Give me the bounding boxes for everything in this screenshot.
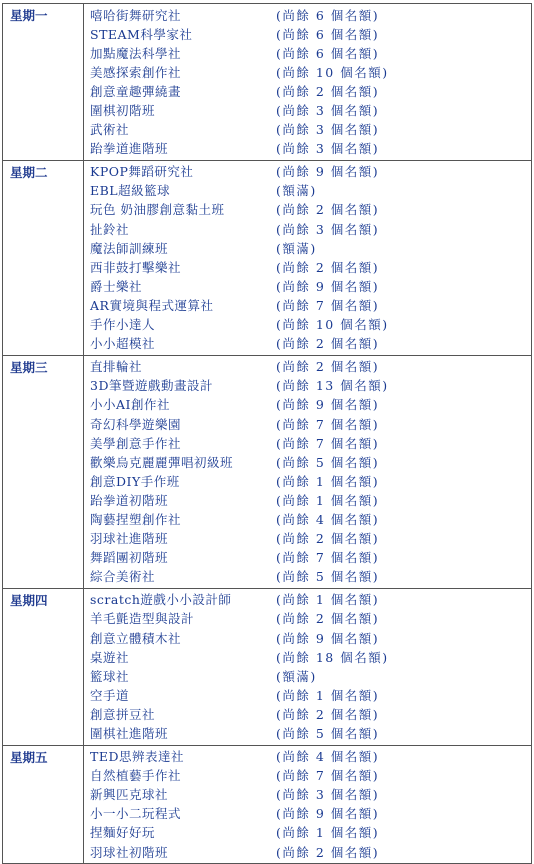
club-list [84,160,532,355]
club-status: (尚餘 4 個名額) [276,511,380,527]
club-status: (尚餘 3 個名額) [276,787,380,803]
club-row [90,257,531,276]
day-row [3,588,532,745]
club-name: STEAM科學家社 [90,26,193,42]
club-row [90,334,531,353]
club-row [90,471,531,490]
club-status: (尚餘 1 個名額) [276,492,380,508]
club-status: (尚餘 2 個名額) [276,706,380,722]
club-status: (尚餘 9 個名額) [276,630,380,646]
club-name: AR實境與程式運算社 [90,297,214,313]
club-list [84,745,532,864]
club-row [90,414,531,433]
club-name: 新興匹克球社 [90,787,169,803]
club-name: 籃球社 [90,668,130,684]
club-name: 跆拳道初階班 [90,492,169,508]
club-list [84,588,532,745]
club-name: 直排輪社 [90,359,143,375]
club-name: 舞蹈團初階班 [90,550,169,566]
club-status: (尚餘 2 個名額) [276,259,380,275]
club-row [90,315,531,334]
club-row [90,704,531,723]
club-status: (尚餘 18 個名額) [276,649,389,665]
club-name: 奇幻科學遊樂園 [90,416,182,432]
club-row [90,509,531,528]
club-name: 空手道 [90,687,130,703]
club-row [90,823,531,842]
club-row [90,395,531,414]
club-name: 美學創意手作社 [90,435,182,451]
club-row [90,804,531,823]
club-row [90,433,531,452]
day-label: 星期四 [3,588,84,745]
club-name: 自然植藝手作社 [90,768,182,784]
club-row [90,120,531,139]
day-row [3,160,532,355]
club-status: (尚餘 6 個名額) [276,7,380,23]
club-name: 圍棋社進階班 [90,726,169,742]
day-label: 星期三 [3,355,84,588]
club-name: 羽球社進階班 [90,531,169,547]
club-name: 美感探索創作社 [90,64,182,80]
club-status: (尚餘 10 個名額) [276,317,389,333]
club-name: 3D筆暨遊戲動畫設計 [90,378,213,394]
club-status: (尚餘 2 個名額) [276,844,380,860]
club-status: (尚餘 9 個名額) [276,397,380,413]
club-status: (尚餘 1 個名額) [276,473,380,489]
club-name: 西非鼓打擊樂社 [90,259,182,275]
club-row [90,219,531,238]
club-row [90,24,531,43]
club-name: 嘻哈街舞研究社 [90,7,182,23]
club-name: 小小AI創作社 [90,397,170,413]
club-list [84,355,532,588]
club-name: 捏麵好好玩 [90,825,156,841]
club-name: 小一小二玩程式 [90,806,182,822]
club-row [90,723,531,742]
club-name: 武術社 [90,122,130,138]
club-row [90,200,531,219]
club-status: (尚餘 9 個名額) [276,806,380,822]
club-name: TED思辨表達社 [90,749,184,765]
club-status: (尚餘 10 個名額) [276,64,389,80]
club-status: (尚餘 13 個名額) [276,378,389,394]
club-row [90,238,531,257]
club-status: (尚餘 1 個名額) [276,687,380,703]
club-status: (額滿) [276,668,317,684]
day-row [3,4,532,161]
day-row [3,745,532,864]
club-status: (額滿) [276,240,317,256]
club-row [90,842,531,861]
club-status: (尚餘 7 個名額) [276,297,380,313]
club-schedule-body [3,4,532,864]
day-row [3,355,532,588]
club-name: 圍棋初階班 [90,103,156,119]
club-status: (尚餘 2 個名額) [276,531,380,547]
day-label: 星期一 [3,4,84,161]
club-name: 創意立體積木社 [90,630,182,646]
club-row [90,100,531,119]
day-label: 星期五 [3,745,84,864]
club-row [90,276,531,295]
club-row [90,295,531,314]
club-row [90,452,531,471]
club-status: (尚餘 3 個名額) [276,122,380,138]
club-status: (尚餘 3 個名額) [276,103,380,119]
club-status: (尚餘 2 個名額) [276,611,380,627]
club-name: 手作小達人 [90,317,156,333]
club-status: (尚餘 3 個名額) [276,141,380,157]
club-row [90,81,531,100]
club-status: (尚餘 2 個名額) [276,359,380,375]
club-row [90,62,531,81]
club-name: 創意拼豆社 [90,706,156,722]
club-row [90,181,531,200]
club-status: (尚餘 7 個名額) [276,550,380,566]
club-row [90,490,531,509]
club-row [90,609,531,628]
club-row [90,567,531,586]
club-schedule-table [2,3,532,864]
club-row [90,766,531,785]
club-name: 羊毛氈造型與設計 [90,611,195,627]
club-status: (尚餘 7 個名額) [276,416,380,432]
club-row [90,747,531,766]
club-status: (尚餘 9 個名額) [276,164,380,180]
club-status: (尚餘 1 個名額) [276,825,380,841]
club-row [90,647,531,666]
club-status: (尚餘 6 個名額) [276,26,380,42]
club-name: 扯鈴社 [90,221,130,237]
club-row [90,785,531,804]
club-list [84,4,532,161]
club-row [90,139,531,158]
club-name: 魔法師訓練班 [90,240,169,256]
club-status: (尚餘 4 個名額) [276,749,380,765]
club-status: (尚餘 3 個名額) [276,221,380,237]
club-row [90,376,531,395]
club-row [90,162,531,181]
club-status: (尚餘 5 個名額) [276,454,380,470]
club-row [90,666,531,685]
club-name: 跆拳道進階班 [90,141,169,157]
club-name: 陶藝捏塑創作社 [90,511,182,527]
club-name: KPOP舞蹈研究社 [90,164,194,180]
club-status: (尚餘 1 個名額) [276,592,380,608]
club-row [90,529,531,548]
club-name: 歡樂烏克麗麗彈唱初級班 [90,454,234,470]
club-row [90,43,531,62]
club-row [90,628,531,647]
club-name: 玩色 奶油膠創意黏土班 [90,202,225,218]
club-name: scratch遊戲小小設計師 [90,592,232,608]
club-row [90,5,531,24]
club-status: (尚餘 2 個名額) [276,202,380,218]
club-name: EBL超級籃球 [90,183,171,199]
club-row [90,685,531,704]
club-status: (尚餘 6 個名額) [276,45,380,61]
club-name: 綜合美術社 [90,569,156,585]
club-row [90,357,531,376]
club-status: (額滿) [276,183,317,199]
club-name: 創意DIY手作班 [90,473,180,489]
club-status: (尚餘 5 個名額) [276,726,380,742]
club-name: 創意童趣彈繞畫 [90,83,182,99]
club-status: (尚餘 7 個名額) [276,435,380,451]
club-status: (尚餘 7 個名額) [276,768,380,784]
club-row [90,590,531,609]
club-status: (尚餘 9 個名額) [276,278,380,294]
club-status: (尚餘 2 個名額) [276,336,380,352]
club-name: 桌遊社 [90,649,130,665]
club-name: 小小超模社 [90,336,156,352]
club-name: 爵士樂社 [90,278,143,294]
club-status: (尚餘 2 個名額) [276,83,380,99]
club-row [90,548,531,567]
club-name: 羽球社初階班 [90,844,169,860]
club-status: (尚餘 5 個名額) [276,569,380,585]
club-name: 加點魔法科學社 [90,45,182,61]
day-label: 星期二 [3,160,84,355]
